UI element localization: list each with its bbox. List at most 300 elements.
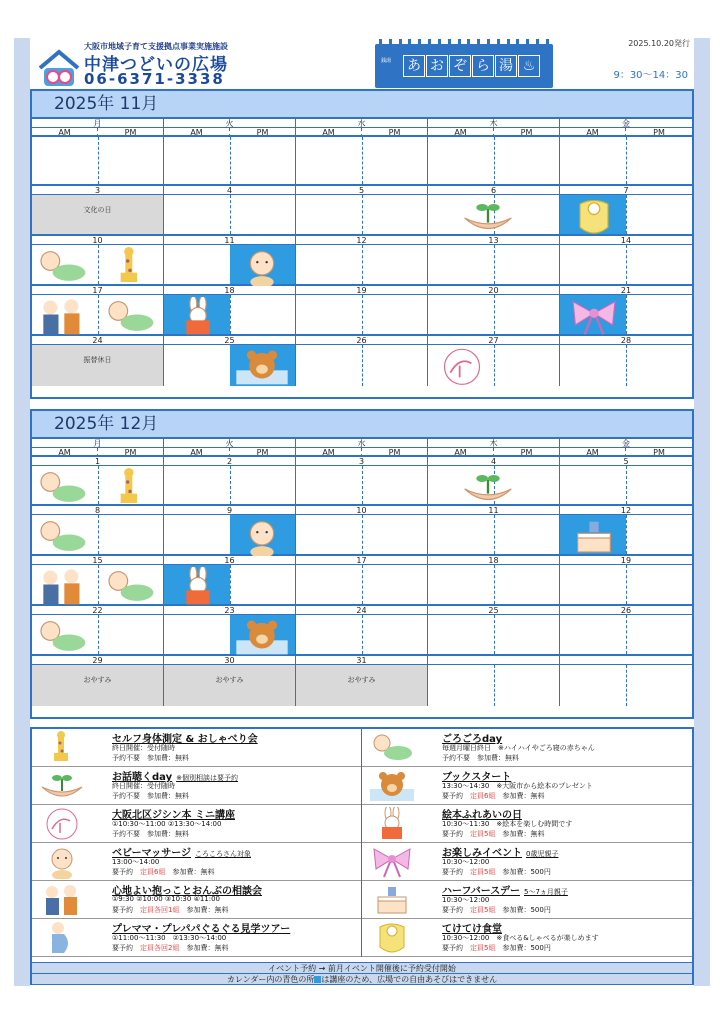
- event-title-text: ごろごろday: [442, 734, 503, 745]
- event-time: 終日開催：受付随時: [112, 782, 175, 790]
- day-body: [296, 466, 427, 504]
- legend-right-column: [362, 729, 692, 957]
- day-number: 31: [296, 656, 427, 665]
- day-number: 4: [428, 457, 559, 466]
- week-row: [32, 336, 692, 386]
- crawling-baby-icon: [34, 468, 90, 504]
- bear-icon: [234, 617, 290, 653]
- week-row: [32, 286, 692, 336]
- day-body: [164, 295, 295, 334]
- day-body: [296, 137, 427, 184]
- am-label: AM: [296, 128, 362, 137]
- day-cell[interactable]: [296, 286, 428, 334]
- day-body: [560, 345, 692, 386]
- booking-text: 要予約: [112, 906, 140, 914]
- day-number: 12: [296, 236, 427, 245]
- day-number: [560, 656, 692, 665]
- day-body: [428, 195, 559, 234]
- event-booking: 予約不要 参加費：無料: [112, 830, 189, 838]
- day-body: [32, 565, 163, 604]
- day-cell[interactable]: [560, 457, 692, 504]
- day-number: 17: [296, 556, 427, 565]
- day-body: [560, 466, 692, 504]
- day-body: [428, 137, 559, 184]
- week-row: [32, 186, 692, 236]
- day-number: 17: [32, 286, 163, 295]
- day-body: [164, 345, 295, 386]
- day-body: [164, 137, 295, 184]
- event-item: [362, 843, 692, 881]
- event-item: [362, 805, 692, 843]
- legend-left-column: [32, 729, 362, 957]
- event-booking: [442, 943, 551, 953]
- am-label: AM: [164, 448, 230, 457]
- event-subtitle: 0歳児親子: [526, 850, 559, 858]
- event-booking: 予約不要 参加費：無料: [442, 754, 519, 762]
- event-booking: [442, 905, 551, 915]
- week-row: [32, 236, 692, 286]
- note-text-b: は講座のため、広場での自由あそびはできません: [321, 975, 498, 984]
- day-cell[interactable]: [428, 556, 560, 604]
- event-title-text: ベビーマッサージ: [112, 848, 191, 859]
- am-label: AM: [560, 128, 626, 137]
- day-body: [164, 665, 295, 706]
- booking-text: 参加費：無料: [179, 906, 229, 914]
- day-cell[interactable]: [560, 186, 692, 234]
- day-cell[interactable]: [32, 606, 164, 654]
- weekday-label: 水: [296, 119, 428, 128]
- week-row: [32, 606, 692, 656]
- week-row: [32, 556, 692, 606]
- day-number: 22: [32, 606, 163, 615]
- note-text-a: カレンダー内の青色の所: [226, 975, 315, 984]
- event-booking: [442, 829, 544, 839]
- day-number: 24: [32, 336, 163, 345]
- weekday-label: 水: [296, 439, 428, 448]
- day-number: 11: [164, 236, 295, 245]
- event-time: ①9:30 ②10:00 ③10:30 ④11:00: [112, 895, 221, 903]
- event-subtitle: ※個別相談は要予約: [176, 774, 238, 782]
- day-cell[interactable]: [32, 137, 164, 184]
- day-cell[interactable]: [296, 137, 428, 184]
- day-number: 27: [428, 336, 559, 345]
- event-time: ①11:00～11:30 ②13:30～14:00: [112, 934, 227, 942]
- event-title-text: お話聴くday: [112, 772, 173, 783]
- pm-label: PM: [653, 448, 665, 457]
- bib-icon: [566, 197, 622, 233]
- day-body: [164, 615, 295, 654]
- day-body: [296, 515, 427, 554]
- day-cell[interactable]: [32, 556, 164, 604]
- pm-label: PM: [230, 128, 296, 137]
- pm-label: PM: [362, 448, 428, 457]
- pm-label: PM: [98, 448, 164, 457]
- week-row: [32, 506, 692, 556]
- blue-cell-note: [32, 973, 692, 984]
- event-item: [362, 919, 692, 957]
- day-cell[interactable]: [32, 457, 164, 504]
- day-body: [428, 345, 559, 386]
- day-number: 10: [32, 236, 163, 245]
- day-body: [32, 515, 163, 554]
- day-cell[interactable]: [296, 457, 428, 504]
- am-label: AM: [296, 448, 362, 457]
- event-legend: [30, 727, 694, 985]
- day-cell[interactable]: [164, 556, 296, 604]
- event-booking: 予約不要 参加費：無料: [112, 754, 189, 762]
- day-body: [428, 295, 559, 334]
- ribbon-icon: [566, 297, 622, 333]
- day-cell[interactable]: [164, 656, 296, 706]
- day-cell[interactable]: [560, 137, 692, 184]
- day-cell[interactable]: [32, 336, 164, 386]
- giraffe-icon: [102, 468, 158, 504]
- capacity-text: 定員5組: [470, 944, 496, 952]
- day-number: 21: [560, 286, 692, 295]
- am-label: AM: [428, 128, 494, 137]
- day-cell[interactable]: [428, 336, 560, 386]
- week-row: [32, 457, 692, 506]
- day-body: [32, 137, 163, 184]
- day-body: [296, 295, 427, 334]
- day-number: 24: [296, 606, 427, 615]
- event-time: 終日開催：受付随時: [112, 744, 175, 752]
- day-note: おやすみ: [83, 676, 112, 684]
- event-title-text: 心地よい抱っことおんぶの相談会: [112, 886, 262, 897]
- day-cell[interactable]: [428, 606, 560, 654]
- am-label: AM: [560, 448, 626, 457]
- event-subtitle: 5～7ヵ月親子: [524, 888, 568, 896]
- baby-icon: [234, 247, 290, 283]
- event-title-text: 大阪北区ジシン本 ミニ講座: [112, 810, 235, 821]
- calendar-december: [30, 409, 694, 719]
- rabbit-book-icon: [368, 807, 416, 841]
- weekday-label: 木: [428, 439, 560, 448]
- event-title-text: ブックスタート: [442, 772, 512, 783]
- event-item: [362, 881, 692, 919]
- day-number: 30: [164, 656, 295, 665]
- event-booking: [442, 791, 544, 801]
- banner-char: あ: [403, 55, 425, 77]
- giraffe-icon: [38, 731, 86, 765]
- am-label: AM: [32, 128, 98, 137]
- weekday-label: 金: [622, 439, 630, 448]
- ribbon-icon: [368, 845, 416, 879]
- day-cell[interactable]: [428, 457, 560, 504]
- stork-icon: [434, 347, 490, 383]
- cake-icon: [566, 517, 622, 553]
- day-body: [32, 466, 163, 504]
- day-number: 18: [164, 286, 295, 295]
- day-number: 12: [560, 506, 692, 515]
- day-cell[interactable]: [296, 186, 428, 234]
- day-cell[interactable]: [296, 556, 428, 604]
- day-number: 1: [32, 457, 163, 466]
- event-time: 10:30～12:00: [442, 896, 490, 904]
- booking-text: 参加費：500円: [495, 944, 551, 952]
- rabbit-book-icon: [170, 567, 226, 603]
- booking-text: 参加費：無料: [495, 792, 545, 800]
- banner-char: 湯: [495, 55, 517, 77]
- day-number: 29: [32, 656, 163, 665]
- pm-label: PM: [230, 448, 296, 457]
- capacity-text: 定員5組: [470, 868, 496, 876]
- day-cell[interactable]: [560, 556, 692, 604]
- am-pm-header: [32, 448, 692, 457]
- capacity-text: 定員各回1組: [140, 906, 180, 914]
- day-number: 11: [428, 506, 559, 515]
- booking-text: 参加費：無料: [179, 944, 229, 952]
- day-body: [296, 345, 427, 386]
- booking-text: 参加費：500円: [495, 868, 551, 876]
- capacity-text: 定員5組: [470, 906, 496, 914]
- day-body: [428, 245, 559, 284]
- header: [30, 38, 694, 90]
- booking-text: 参加費：500円: [495, 906, 551, 914]
- day-body: [32, 245, 163, 284]
- day-cell[interactable]: [164, 506, 296, 554]
- rabbit-book-icon: [170, 297, 226, 333]
- day-cell[interactable]: [296, 336, 428, 386]
- crawling-baby-icon: [102, 567, 158, 603]
- pregnant-icon: [38, 921, 86, 955]
- day-cell[interactable]: [32, 236, 164, 284]
- day-cell[interactable]: [164, 137, 296, 184]
- day-cell[interactable]: [164, 457, 296, 504]
- bath-icon: ♨: [518, 55, 540, 77]
- day-body: [164, 245, 295, 284]
- day-body: [560, 295, 692, 334]
- pm-label: PM: [98, 128, 164, 137]
- day-number: 25: [428, 606, 559, 615]
- right-border: [694, 38, 710, 986]
- day-number: 16: [164, 556, 295, 565]
- day-cell[interactable]: [560, 506, 692, 554]
- day-number: 13: [428, 236, 559, 245]
- day-number: 10: [296, 506, 427, 515]
- day-cell[interactable]: [428, 236, 560, 284]
- day-cell[interactable]: [296, 606, 428, 654]
- giraffe-icon: [102, 247, 158, 283]
- day-body: [560, 137, 692, 184]
- day-body: [428, 615, 559, 654]
- day-body: [164, 515, 295, 554]
- crawling-baby-icon: [34, 517, 90, 553]
- event-booking: [112, 943, 228, 953]
- event-title-text: ハーフバースデー: [442, 886, 520, 897]
- day-number: 28: [560, 336, 692, 345]
- day-number: 25: [164, 336, 295, 345]
- baby-icon: [38, 845, 86, 879]
- event-item: [32, 843, 361, 881]
- day-body: [32, 615, 163, 654]
- weekday-label: 金: [622, 119, 630, 128]
- sento-banner: [375, 44, 553, 88]
- day-cell[interactable]: [428, 186, 560, 234]
- crawling-baby-icon: [34, 617, 90, 653]
- am-label: AM: [428, 448, 494, 457]
- event-title-text: セルフ身体測定 & おしゃべり会: [112, 734, 258, 745]
- day-cell[interactable]: [32, 186, 164, 234]
- pm-label: PM: [494, 448, 560, 457]
- event-time: 毎週月曜日終日 ※ハイハイやごろ寝の赤ちゃん: [442, 744, 595, 752]
- day-body: [428, 466, 559, 504]
- event-booking: [112, 905, 228, 915]
- event-time: 13:00～14:00: [112, 858, 160, 866]
- booking-text: 参加費：無料: [165, 868, 215, 876]
- day-note: 振替休日: [83, 356, 112, 364]
- day-number: 26: [296, 336, 427, 345]
- booking-text: 要予約: [442, 906, 470, 914]
- day-cell[interactable]: [428, 506, 560, 554]
- baby-icon: [234, 517, 290, 553]
- event-booking: 予約不要 参加費：無料: [112, 792, 189, 800]
- am-label: AM: [164, 128, 230, 137]
- day-body: [560, 245, 692, 284]
- day-cell[interactable]: [164, 286, 296, 334]
- booking-text: 要予約: [442, 868, 470, 876]
- calendar-november: [30, 89, 694, 399]
- parents-icon: [34, 567, 90, 603]
- event-title-text: プレママ・プレパパぐるぐる見学ツアー: [112, 924, 291, 935]
- event-item: [32, 919, 361, 957]
- day-cell[interactable]: [428, 286, 560, 334]
- day-cell[interactable]: [32, 506, 164, 554]
- weekday-label: 火: [164, 439, 296, 448]
- open-hours: 9：30～14：30: [613, 70, 688, 81]
- day-body: [296, 195, 427, 234]
- event-subtitle: ころころさん対象: [195, 850, 251, 858]
- event-item: [362, 729, 692, 767]
- day-number: 6: [428, 186, 559, 195]
- day-body: [296, 615, 427, 654]
- weekday-label: 月: [32, 119, 164, 128]
- day-number: [428, 656, 559, 665]
- day-cell[interactable]: [428, 656, 560, 706]
- day-cell[interactable]: [32, 656, 164, 706]
- day-body: [560, 565, 692, 604]
- day-body: [428, 665, 559, 706]
- booking-text: 要予約: [442, 792, 470, 800]
- booking-text: 要予約: [442, 830, 470, 838]
- event-time: 10:30～11:30 ※絵本を楽しむ時間です: [442, 820, 573, 828]
- day-cell[interactable]: [560, 606, 692, 654]
- day-number: 4: [164, 186, 295, 195]
- day-body: [560, 195, 692, 234]
- sprout-hands-icon: [460, 468, 516, 504]
- day-body: [560, 515, 692, 554]
- sprout-hands-icon: [460, 197, 516, 233]
- day-note: おやすみ: [347, 676, 376, 684]
- day-cell[interactable]: [560, 236, 692, 284]
- am-label: AM: [32, 448, 98, 457]
- day-body: [296, 665, 427, 706]
- booking-text: 要予約: [112, 868, 140, 876]
- day-body: [164, 466, 295, 504]
- day-body: [560, 665, 692, 706]
- pm-label: PM: [494, 128, 560, 137]
- bear-icon: [368, 769, 416, 803]
- day-cell[interactable]: [164, 336, 296, 386]
- day-cell[interactable]: [296, 506, 428, 554]
- day-number: 23: [164, 606, 295, 615]
- crawling-baby-icon: [368, 731, 416, 765]
- event-item: [362, 767, 692, 805]
- pm-label: PM: [653, 128, 665, 137]
- phone-number: 06-6371-3338: [84, 70, 225, 88]
- week-row: [32, 137, 692, 186]
- day-cell[interactable]: [560, 656, 692, 706]
- capacity-text: 定員5組: [470, 830, 496, 838]
- day-number: 3: [296, 457, 427, 466]
- day-body: [428, 515, 559, 554]
- left-border: [14, 38, 30, 986]
- day-number: 9: [164, 506, 295, 515]
- day-body: [32, 665, 163, 706]
- parents-icon: [38, 883, 86, 917]
- day-cell[interactable]: [428, 137, 560, 184]
- day-number: 15: [32, 556, 163, 565]
- crawling-baby-icon: [102, 297, 158, 333]
- weekday-label: 火: [164, 119, 296, 128]
- event-booking: [442, 867, 551, 877]
- issue-date: 2025.10.20発行: [628, 39, 690, 48]
- day-note: 文化の日: [83, 206, 112, 214]
- day-number: 7: [560, 186, 692, 195]
- day-cell[interactable]: [164, 236, 296, 284]
- event-time: 10:30～12:00: [442, 858, 490, 866]
- day-body: [560, 615, 692, 654]
- day-number: 19: [560, 556, 692, 565]
- am-pm-header: [32, 128, 692, 137]
- event-time: 10:30～12:00 ※食べる&しゃべるが楽しめます: [442, 934, 599, 942]
- parents-icon: [34, 297, 90, 333]
- day-cell[interactable]: [560, 336, 692, 386]
- event-title-text: お楽しみイベント: [442, 848, 522, 859]
- day-body: [32, 195, 163, 234]
- day-body: [428, 565, 559, 604]
- event-title-text: てけてけ食堂: [442, 924, 502, 935]
- weekday-header: [32, 439, 692, 448]
- day-body: [296, 245, 427, 284]
- day-body: [164, 565, 295, 604]
- sprout-hands-icon: [38, 769, 86, 803]
- banner-char: ぞ: [449, 55, 471, 77]
- day-cell[interactable]: [32, 286, 164, 334]
- day-number: 3: [32, 186, 163, 195]
- day-cell[interactable]: [296, 236, 428, 284]
- day-note: おやすみ: [215, 676, 244, 684]
- day-number: 26: [560, 606, 692, 615]
- booking-text: 参加費：無料: [495, 830, 545, 838]
- weekday-label: 木: [428, 119, 560, 128]
- facility-name: 中津つどいの広場: [84, 55, 228, 75]
- day-cell[interactable]: [560, 286, 692, 334]
- bear-icon: [234, 347, 290, 383]
- day-cell[interactable]: [296, 656, 428, 706]
- day-number: 14: [560, 236, 692, 245]
- capacity-text: 定員6組: [140, 868, 166, 876]
- booking-text: 要予約: [112, 944, 140, 952]
- weekday-header: [32, 119, 692, 128]
- banner-char: ら: [472, 55, 494, 77]
- logo-icon: [36, 46, 82, 90]
- day-cell[interactable]: [164, 606, 296, 654]
- event-item: [32, 767, 361, 805]
- capacity-text: 定員6組: [470, 792, 496, 800]
- day-cell[interactable]: [164, 186, 296, 234]
- event-title-text: 絵本ふれあいの日: [442, 810, 522, 821]
